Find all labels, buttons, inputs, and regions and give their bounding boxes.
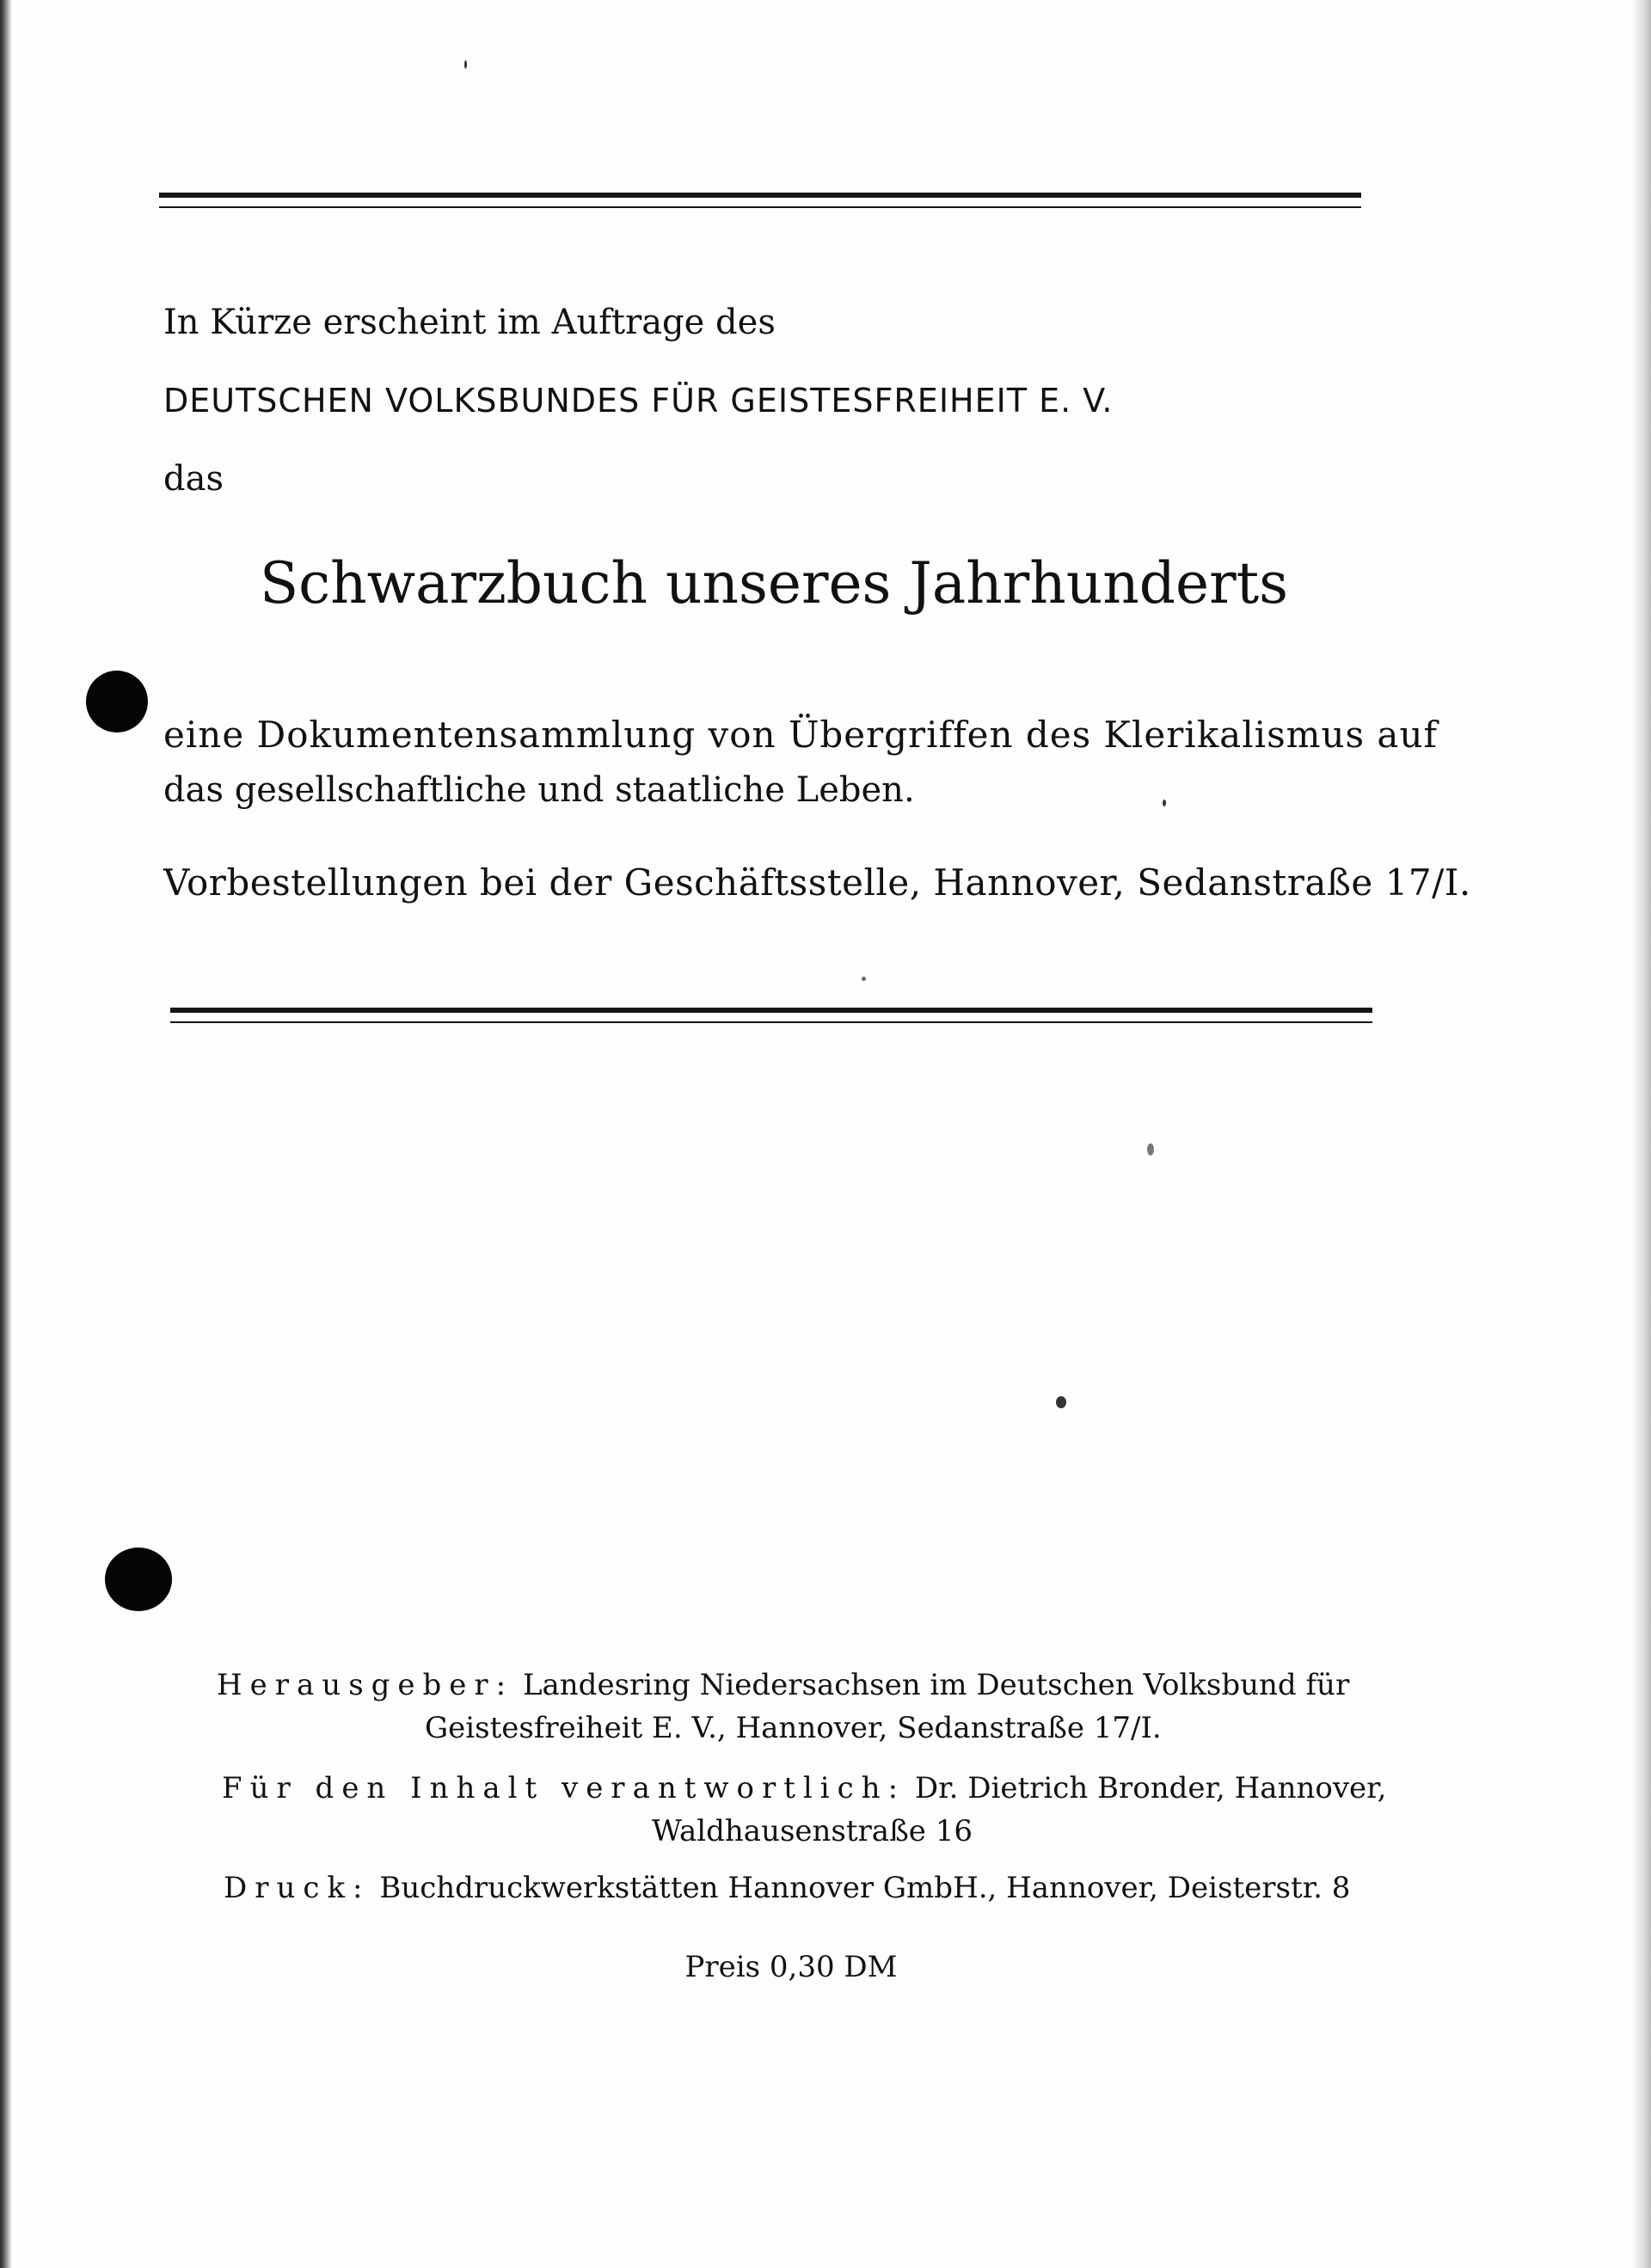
organization-name: DEUTSCHEN VOLKSBUNDES FÜR GEISTESFREIHEIT E. V. xyxy=(163,382,1114,420)
bottom-rule-thin xyxy=(170,1021,1372,1023)
imprint-publisher-line-1 xyxy=(217,1668,1349,1702)
scan-edge-left xyxy=(0,0,12,2268)
print-text: Buchdruckwerkstätten Hannover GmbH., Hannover, Deisterstr. 8 xyxy=(379,1871,1351,1905)
scan-speck xyxy=(1163,800,1166,806)
responsible-label: Für den Inhalt verantwortlich: xyxy=(222,1771,906,1805)
top-rule-thick xyxy=(159,193,1361,198)
scan-speck xyxy=(862,977,866,981)
preorder-note: Vorbestellungen bei der Geschäftsstelle, Hannover, Sedanstraße 17/I. xyxy=(163,861,1471,904)
responsible-text-2: Waldhausenstraße 16 xyxy=(652,1814,973,1848)
price: Preis 0,30 DM xyxy=(684,1950,898,1984)
imprint-print-line xyxy=(224,1871,1350,1905)
publisher-text-2: Geistesfreiheit E. V., Hannover, Sedanstraße 17/I. xyxy=(425,1711,1162,1745)
announcement-article: das xyxy=(163,459,224,499)
top-rule-thin xyxy=(159,206,1361,208)
scan-speck xyxy=(1056,1396,1066,1408)
publisher-label: Herausgeber: xyxy=(217,1668,514,1702)
description-line-1: eine Dokumentensammlung von Übergriffen des Klerikalismus auf xyxy=(163,714,1439,756)
imprint-responsible-line-1 xyxy=(222,1771,1387,1805)
description-line-2: das gesellschaftliche und staatliche Leben. xyxy=(163,770,915,810)
responsible-text: Dr. Dietrich Bronder, Hannover, xyxy=(914,1771,1387,1805)
scan-speck xyxy=(1147,1143,1154,1155)
bottom-rule-thick xyxy=(170,1008,1372,1013)
scan-edge-right xyxy=(1632,0,1651,2268)
announcement-intro: In Kürze erscheint im Auftrage des xyxy=(163,303,776,342)
scan-speck xyxy=(464,60,467,69)
print-label: Druck: xyxy=(224,1871,371,1905)
book-title: Schwarzbuch unseres Jahrhunderts xyxy=(259,550,1289,616)
imprint-responsible-line-2 xyxy=(652,1814,973,1848)
imprint-publisher-line-2 xyxy=(425,1711,1162,1745)
punch-hole-top xyxy=(86,671,148,733)
punch-hole-bottom xyxy=(105,1548,172,1611)
publisher-text: Landesring Niedersachsen im Deutschen Volksbund für xyxy=(522,1668,1350,1702)
